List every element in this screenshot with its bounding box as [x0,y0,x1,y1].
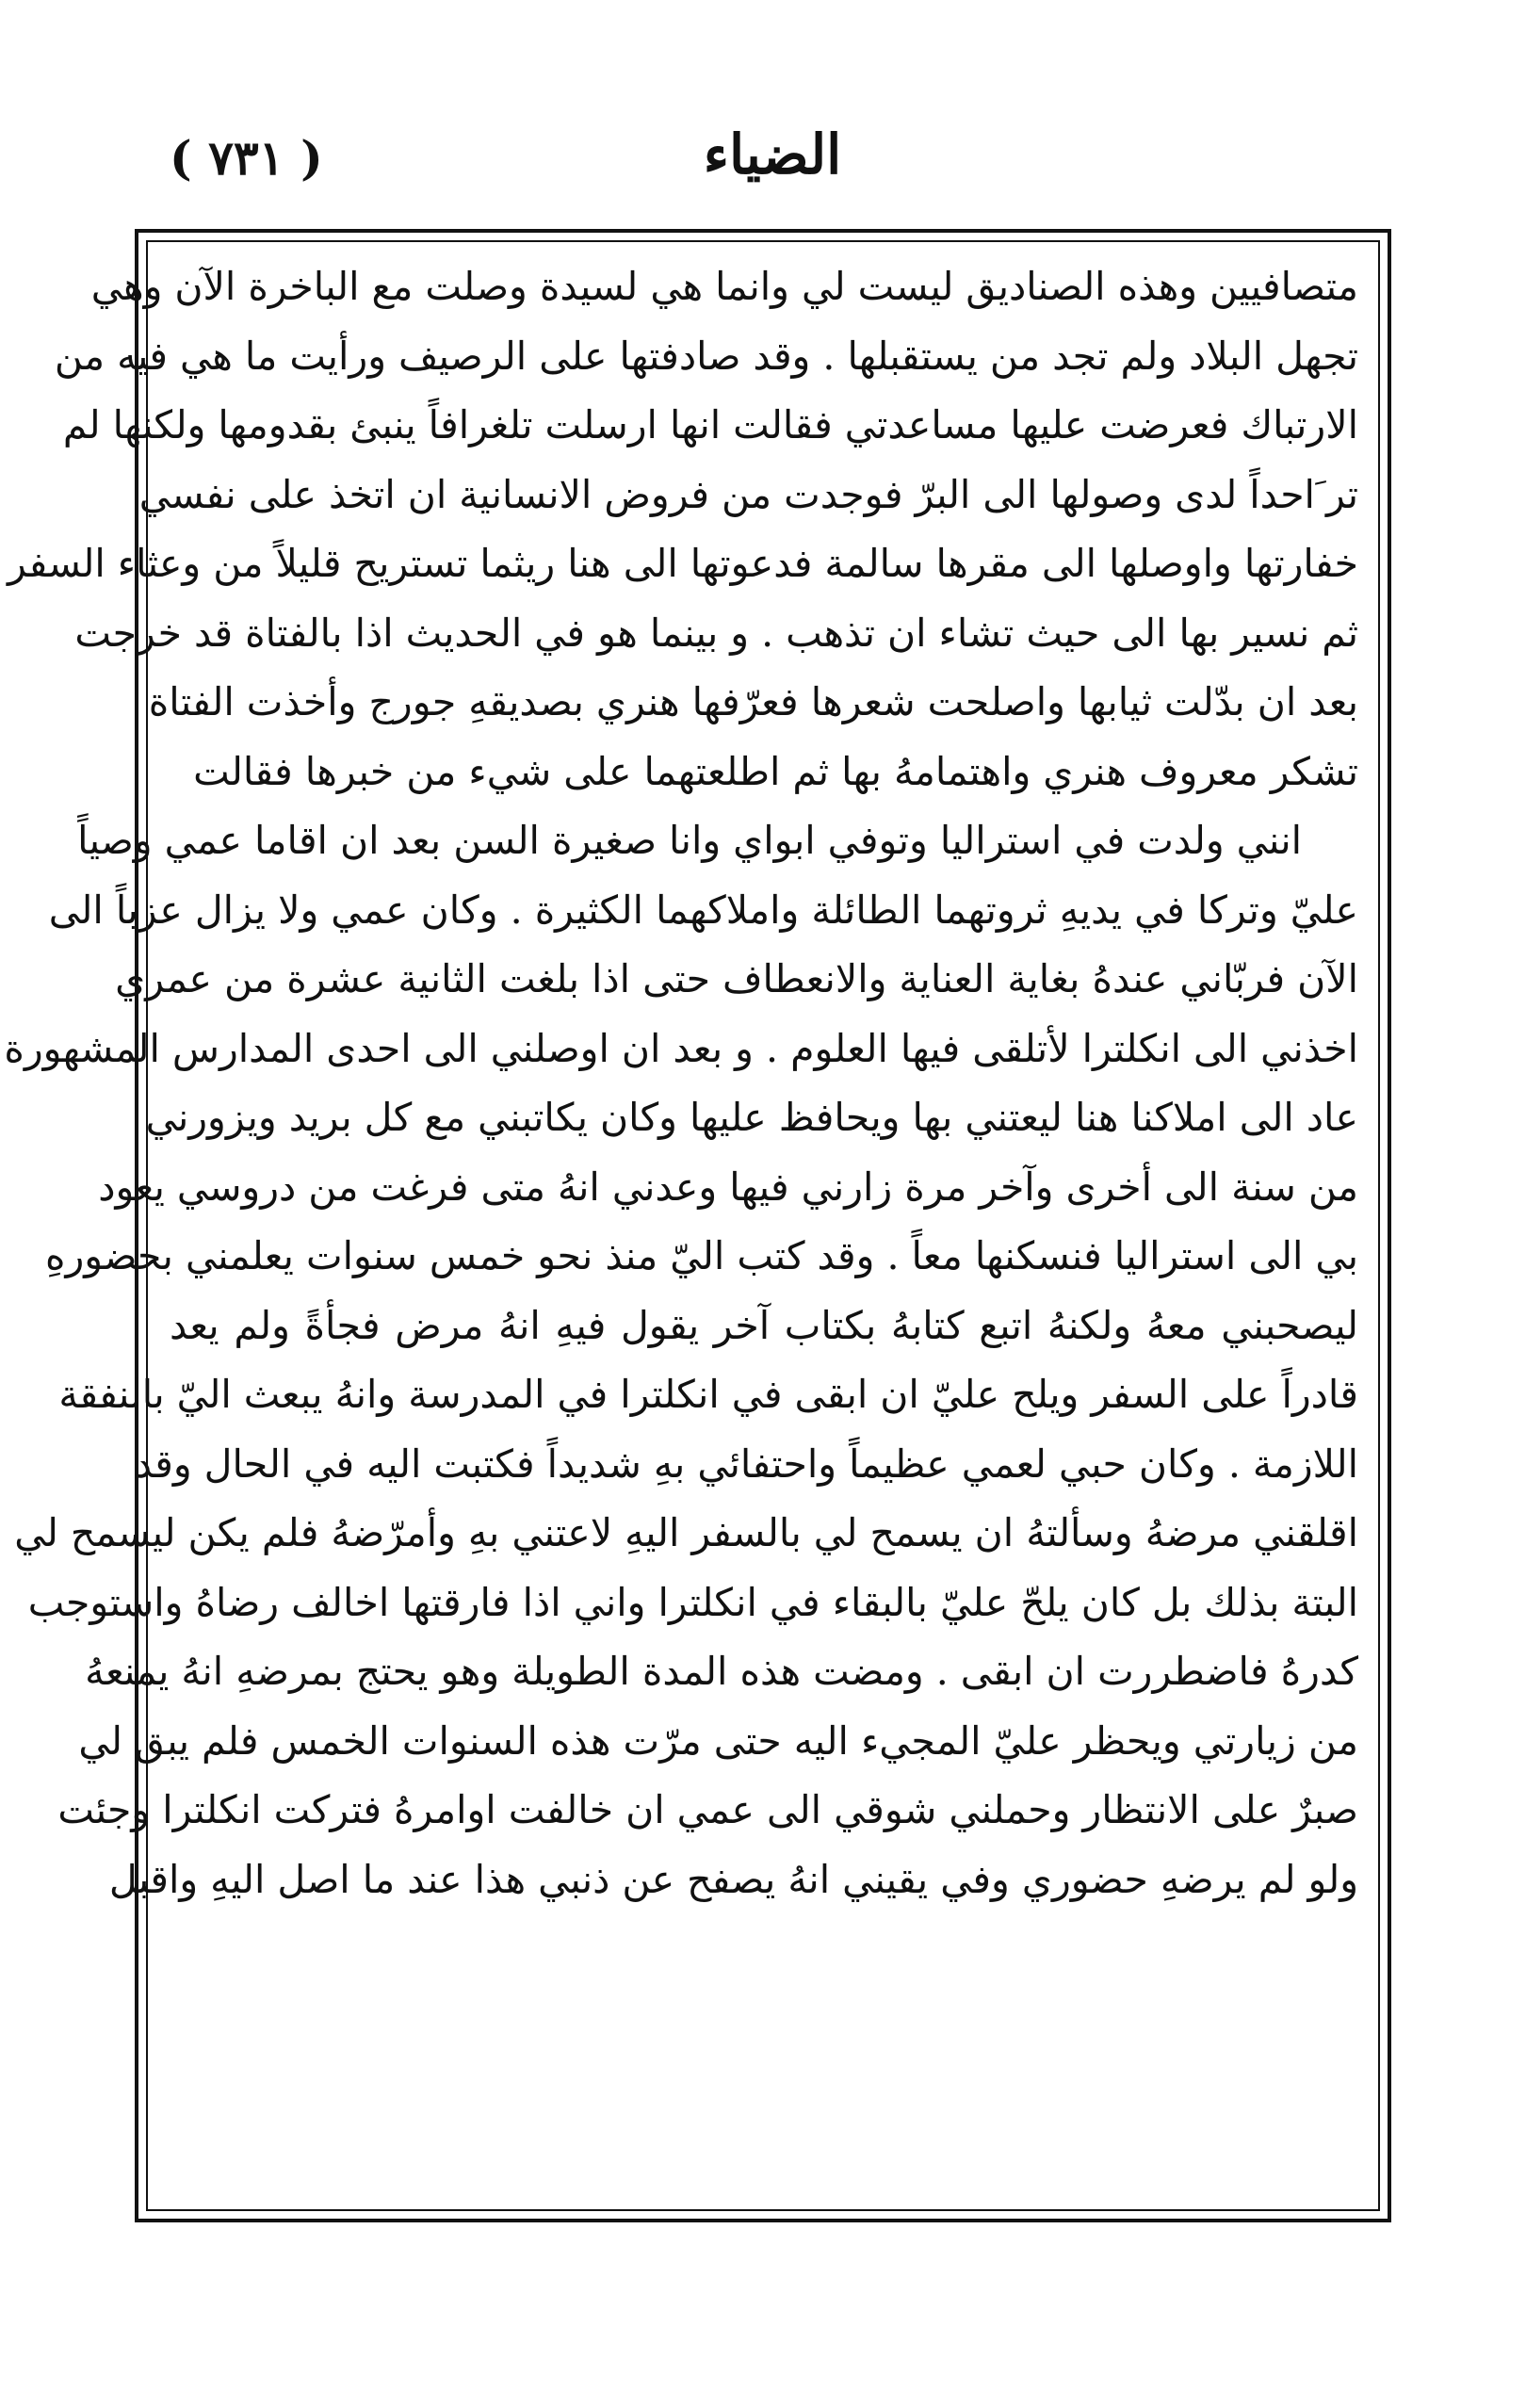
text-line: قادراً على السفر ويلح عليّ ان ابقى في انكلترا في المدرسة وانهُ يبعث اليّ بالنفقة [58,1372,1358,1417]
text-line: تجهل البلاد ولم تجد من يستقبلها . وقد صادفتها على الرصيف ورأيت ما هي فيه من [54,333,1358,379]
text-line: ثم نسير بها الى حيث تشاء ان تذهب . و بينما هو في الحديث اذا بالفتاة قد خرجت [74,610,1358,656]
text-line: من سنة الى أخرى وآخر مرة زارني فيها وعدني انهُ متى فرغت من دروسي يعود [98,1163,1358,1210]
text-line: صبرٌ على الانتظار وحملني شوقي الى عمي ان خالفت اوامرهُ فتركت انكلترا وجئت [57,1787,1358,1832]
text-line: تشكر معروف هنري واهتمامهُ بها ثم اطلعتهما على شيء من خبرها فقالت [193,748,1358,794]
text-line: تر َاحداً لدى وصولها الى البرّ فوجدت من فروض الانسانية ان اتخذ على نفسي [138,471,1358,517]
page-number: ( ٧٣١ ) [170,130,323,186]
text-line: من زيارتي ويحظر عليّ المجيء اليه حتى مرّت هذه السنوات الخمس فلم يبق لي [78,1717,1358,1764]
text-line: الآن فربّاني عندهُ بغاية العناية والانعطاف حتى اذا بلغت الثانية عشرة من عمري [115,956,1358,1001]
text-line: خفارتها واوصلها الى مقرها سالمة فدعوتها الى هنا ريثما تستريح قليلاً من وعثاء السفر [7,541,1358,586]
text-line: انني ولدت في استراليا وتوفي ابواي وانا صغيرة السن بعد ان اقاما عمي وصياً [77,818,1302,863]
page-header [151,113,1394,217]
text-line: بي الى استراليا فنسكنها معاً . وقد كتب اليّ منذ نحو خمس سنوات يعلمني بحضورهِ [45,1233,1358,1278]
text-line: اقلقني مرضهُ وسألتهُ ان يسمح لي بالسفر اليهِ لاعتني بهِ وأمرّضهُ فلم يكن ليسمح لي [14,1510,1358,1555]
text-line: عليّ وتركا في يديهِ ثروتهما الطائلة واملاكهما الكثيرة . وكان عمي ولا يزال عزباً الى [48,887,1358,933]
text-line: ولو لم يرضهِ حضوري وفي يقيني انهُ يصفح عن ذنبي هذا عند ما اصل اليهِ واقبل [108,1856,1358,1902]
body-text [4,252,1358,1914]
text-line: بعد ان بدّلت ثيابها واصلحت شعرها فعرّفها هنري بصديقهِ جورج وأخذت الفتاة [148,679,1358,724]
text-line: اخذني الى انكلترا لأتلقى فيها العلوم . و بعد ان اوصلني الى احدى المدارس المشهورة [4,1025,1358,1071]
text-line: ليصحبني معهُ ولكنهُ اتبع كتابهُ بكتاب آخر يقول فيهِ انهُ مرض فجأةً ولم يعد [170,1302,1358,1348]
text-line: البتة بذلك بل كان يلحّ عليّ بالبقاء في انكلترا واني اذا فارقتها اخالف رضاهُ واستوجب [27,1579,1358,1625]
text-line: كدرهُ فاضطررت ان ابقى . ومضت هذه المدة الطويلة وهو يحتج بمرضهِ انهُ يمنعهُ [85,1649,1358,1694]
text-line: اللازمة . وكان حبي لعمي عظيماً واحتفائي بهِ شديداً فكتبت اليه في الحال وقد [134,1440,1358,1487]
text-line: عاد الى املاكنا هنا ليعتني بها ويحافظ عليها وكان يكاتبني مع كل بريد ويزورني [145,1095,1358,1140]
running-title: الضياء [703,122,842,187]
text-line: الارتباك فعرضت عليها مساعدتي فقالت انها ارسلت تلغرافاً ينبئ بقدومها ولكنها لم [62,402,1358,447]
text-line: متصافيين وهذه الصناديق ليست لي وانما هي لسيدة وصلت مع الباخرة الآن وهي [90,264,1358,309]
